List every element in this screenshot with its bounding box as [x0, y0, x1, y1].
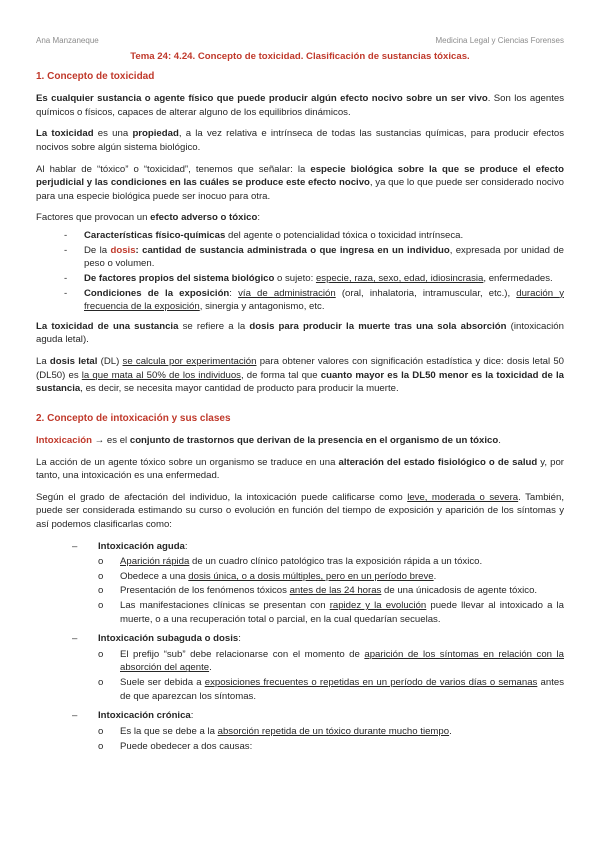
document-title: Tema 24: 4.24. Concepto de toxicidad. Clasificación de sustancias tóxicas. — [130, 51, 470, 62]
list-item: - Condiciones de la exposición: vía de administración (oral, inhalatoria, intramuscular, etc.), duración y frecuencia de la exposición, sinergia y antagonismo, etc. — [84, 287, 564, 314]
factors-list — [36, 229, 564, 314]
list-item-chronic: – Intoxicación crónica: o Es la que se debe a la absorción repetida de un tóxico durante mucho tiempo. o Puede obedecer a dos causas: — [98, 709, 564, 753]
section1-paragraph-3: Al hablar de “tóxico” o “toxicidad”, tenemos que señalar: la especie biológica sobre la que se produce el efecto perjudicial y las condiciones en las cuáles se produce este efecto nocivo, ya que lo que puede ser considerado nocivo para una especie biológica puede ser inocuo para otra. — [36, 163, 564, 202]
section1-paragraph-5: La dosis letal (DL) se calcula por experimentación para obtener valores con significación estadística y dice: dosis letal 50 (DL50) es la que mata al 50% de los individuos, de forma tal que cuanto mayor es la DL50 menor es la toxicidad de la sustancia, es decir, se necesita mayor cantidad de producto para producir la muerte. — [36, 355, 565, 395]
section2-paragraph-2: Según el grado de afectación del individuo, la intoxicación puede calificarse como leve, moderada o severa. También, puede ser considerada estimando su curso o evolución en función del tiempo de exposición y aparición de los síntomas y así podemos clasificarlas como: — [36, 491, 565, 530]
header-subject: Medicina Legal y Ciencias Forenses — [435, 36, 564, 45]
intoxication-definition: Intoxicación → es el conjunto de trastornos que derivan de la presencia en el organismo de un tóxico. — [36, 434, 501, 446]
list-item-subacute: – Intoxicación subaguda o dosis: o El prefijo “sub” debe relacionarse con el momento de aparición de los síntomas en relación con la absorción del agente. o Suele ser debida a exposiciones frecuentes o repetidas en un período de varios días o semanas antes de que aparezcan los síntomas. — [72, 633, 564, 702]
list-item: o Es la que se debe a la absorción repetida de un tóxico durante mucho tiempo. — [98, 725, 452, 737]
dash-marker: – — [72, 633, 78, 645]
section1-paragraph-1: Es cualquier sustancia o agente físico que puede producir algún efecto nocivo sobre un ser vivo. Son los agentes químicos o físicos, capaces de alterar alguno de los equilibrios dinámicos. — [36, 93, 565, 118]
section1-paragraph-2: La toxicidad es una propiedad, a la vez relativa e intrínseca de todas las sustancias químicas, para producir efectos nocivos sobre algún sistema biológico. — [36, 128, 565, 154]
list-item: o Puede obedecer a dos causas: — [98, 740, 253, 752]
list-item: o Aparición rápida de un cuadro clínico patológico tras la exposición rápida a un tóxico. — [98, 556, 483, 568]
list-item: - Características físico-químicas del agente o potencialidad tóxica o toxicidad intrínseca. — [84, 229, 564, 243]
chronic-sublist — [98, 725, 564, 753]
subacute-sublist — [98, 648, 564, 703]
header-author: Ana Manzaneque — [36, 36, 99, 45]
document-body — [36, 66, 564, 759]
acute-sublist — [98, 555, 564, 626]
list-item: o El prefijo “sub” debe relacionarse con el momento de aparición de los síntomas en relación con la absorción del agente. — [98, 648, 564, 674]
section2-heading: 2. Concepto de intoxicación y sus clases — [36, 412, 231, 424]
factors-intro: Factores que provocan un efecto adverso o tóxico: — [36, 212, 260, 224]
dash-marker: – — [72, 540, 78, 552]
list-item: - De la dosis: cantidad de sustancia administrada o que ingresa en un individuo, expresada por unidad de peso o volumen. — [84, 244, 564, 271]
list-item: - De factores propios del sistema biológico o sujeto: especie, raza, sexo, edad, idiosincrasia, enfermedades. — [84, 272, 564, 286]
dash-marker: – — [72, 710, 78, 722]
intoxication-types-list — [36, 540, 564, 754]
list-item: o Suele ser debida a exposiciones frecuentes o repetidas en un período de varios días o semanas antes de que aparezcan los síntomas. — [98, 677, 564, 702]
list-item: o Las manifestaciones clínicas se presentan con rapidez y la evolución puede llevar al intoxicado a la muerte, o a una recuperación total o parcial, en la cual quedarían secuelas. — [98, 600, 564, 625]
list-item-acute: – Intoxicación aguda: o Aparición rápida de un cuadro clínico patológico tras la exposición rápida a un tóxico. o Obedece a una dosis única, o a dosis múltiples, pero en un período breve. o Presentación de los fenómenos tóxicos antes de las 24 horas de una únicadosis de agente tóxico. o Las manifestaciones clínicas se presentan con rapidez y la evolución puede llevar al intoxicado a la muerte, o a una recuperación total o parcial, en la cual quedarían secuelas. — [72, 540, 564, 625]
list-item: o Obedece a una dosis única, o a dosis múltiples, pero en un período breve. — [98, 570, 437, 582]
list-item: o Presentación de los fenómenos tóxicos antes de las 24 horas de una únicadosis de agente tóxico. — [98, 585, 538, 597]
section1-paragraph-4: La toxicidad de una sustancia se refiere a la dosis para producir la muerte tras una sola absorción (intoxicación aguda letal). — [36, 320, 564, 346]
section1-heading: 1. Concepto de toxicidad — [36, 71, 155, 82]
section2-paragraph-1: La acción de un agente tóxico sobre un organismo se traduce en una alteración del estado fisiológico o de salud y, por tanto, una intoxicación es una enfermedad. — [36, 456, 565, 482]
